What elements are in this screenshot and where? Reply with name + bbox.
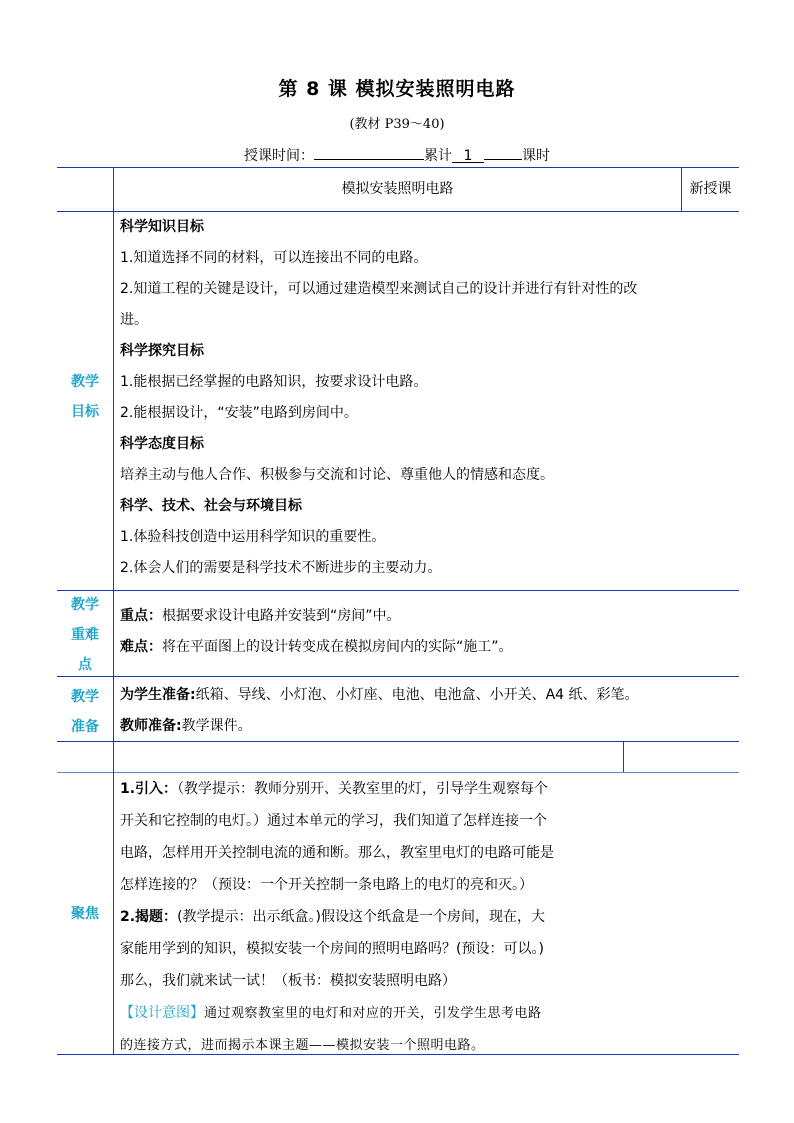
- design-intent-tag: 【设计意图】: [120, 1005, 204, 1021]
- objective-item: 2.体会人们的需要是科学技术不断进步的主要动力。: [120, 560, 442, 576]
- intro-line: 怎样连接的？（预设：一个开关控制一条电路上的电灯的亮和灭。）: [120, 877, 533, 893]
- objective-item: 2.知道工程的关键是设计，可以通过建造模型来测试自己的设计并进行有针对性的改: [120, 281, 638, 297]
- cumulative-blank: [484, 145, 522, 160]
- reveal-line: 家能用学到的知识，模拟安装一个房间的照明电路吗？(预设：可以。): [120, 941, 544, 957]
- objective-item: 培养主动与他人合作、积极参与交流和讨论、尊重他人的情感和态度。: [120, 467, 554, 483]
- textbook-pages: (教材 P39～40): [349, 117, 445, 132]
- objective-item: 进。: [120, 312, 148, 328]
- key-points-content: [120, 601, 513, 663]
- objective-heading: 科学探究目标: [120, 343, 204, 359]
- time-blank[interactable]: [314, 145, 424, 160]
- intro-line: 1.引入：（教学提示：教师分别开、关教室里的灯，引导学生观察每个: [120, 781, 549, 797]
- objectives-label: 教学 目标: [71, 374, 99, 420]
- cumulative-label: 累计: [424, 148, 452, 164]
- objective-item: 1.体验科技创造中运用科学知识的重要性。: [120, 529, 386, 545]
- key-points-label: 教学 重难 点: [71, 597, 99, 673]
- lesson-time-line: [0, 145, 794, 165]
- focus-line: 重点：根据要求设计电路并安装到“房间”中。: [120, 608, 401, 624]
- teacher-prep-line: 教师准备:教学课件。: [120, 718, 252, 734]
- difficulty-line: 难点：将在平面图上的设计转变成在模拟房间内的实际“施工”。: [120, 639, 513, 655]
- cumulative-value: 1: [452, 148, 484, 163]
- focus-section-label: 聚焦: [71, 906, 99, 922]
- intro-line: 电路，怎样用开关控制电流的通和断。那么，教室里电灯的电路可能是: [120, 845, 554, 861]
- design-intent-line: 【设计意图】通过观察教室里的电灯和对应的开关，引发学生思考电路: [120, 1005, 542, 1021]
- preparation-content: [120, 680, 639, 742]
- reveal-line: 那么，我们就来试一试！（板书：模拟安装照明电路）: [120, 973, 456, 989]
- lesson-title: 第 8 课 模拟安装照明电路: [278, 78, 516, 100]
- period-label: 课时: [522, 148, 550, 164]
- objective-heading: 科学态度目标: [120, 436, 204, 452]
- objective-item: 2.能根据设计，“安装”电路到房间中。: [120, 405, 358, 421]
- focus-section-content: [120, 773, 554, 1062]
- lesson-type-cell: 新授课: [689, 181, 732, 197]
- objective-heading: 科学、技术、社会与环境目标: [120, 498, 302, 514]
- preparation-label: 教学 准备: [71, 689, 99, 735]
- intro-line: 开关和它控制的电灯。）通过本单元的学习，我们知道了怎样连接一个: [120, 813, 547, 829]
- reveal-line: 2.揭题：(教学提示：出示纸盒。)假设这个纸盒是一个房间，现在，大: [120, 909, 545, 925]
- topic-cell: 模拟安装照明电路: [341, 181, 454, 197]
- objective-item: 1.能根据已经掌握的电路知识，按要求设计电路。: [120, 374, 428, 390]
- student-prep-line: 为学生准备:纸箱、导线、小灯泡、小灯座、电池、电池盒、小开关、A4 纸、彩笔。: [120, 687, 639, 703]
- objective-item: 1.知道选择不同的材料，可以连接出不同的电路。: [120, 250, 428, 266]
- design-intent-line: 的连接方式，进而揭示本课主题——模拟安装一个照明电路。: [120, 1038, 485, 1053]
- time-label: 授课时间：: [244, 148, 314, 164]
- objectives-content: [120, 212, 637, 584]
- objective-heading: 科学知识目标: [120, 219, 204, 235]
